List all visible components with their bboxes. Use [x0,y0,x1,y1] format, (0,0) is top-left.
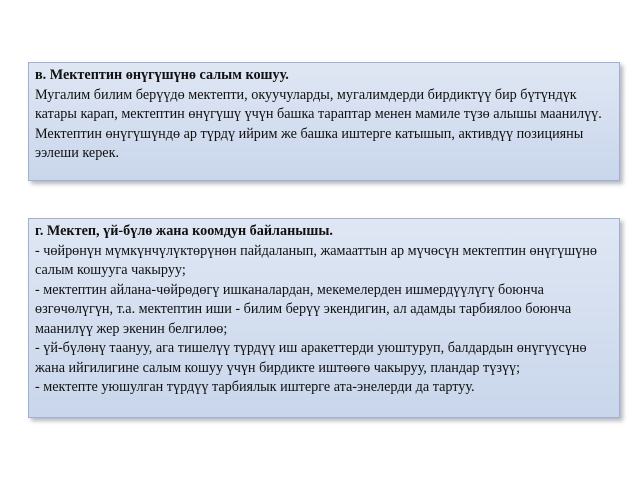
section-v-box [28,62,620,181]
section-g-title: г. Мектеп, үй-бүлө жана коомдун байланышы. [35,223,333,239]
section-v-title: в. Мектептин өнүгүшүнө салым кошуу. [35,67,289,83]
section-g-item-2: - мектептин айлана-чөйрөдөгү ишканалардан, мекемелерден ишмердүүлүгү боюнча өзгөчөлүгүн, т.а. мектептин иши - билим берүү экендигин, ал адамды тарбиялоо боюнча маанилүү жер экенин белгилөө; [35,281,572,337]
section-g-box [28,218,620,418]
section-v-paragraph-2: Мектептин өнүгүшүндө ар түрдү ийрим же башка иштерге катышып, активдүү позицияны ээлеши керек. [35,125,584,161]
section-g-item-4: - мектепте уюшулган түрдүү тарбиялык иштерге ата-энелерди да тартуу. [35,379,475,395]
section-v-paragraph-1: Мугалим билим берүүдө мектепти, окуучуларды, мугалимдерди бирдиктүү бир бүтүндүк катары карап, мектептин өнүгүшү үчүн башка тараптар менен мамиле түзө алышы маанилүү. [35,86,602,122]
section-g-item-3: - үй-бүлөнү таануу, ага тишелүү түрдүү иш аракеттерди уюштуруп, балдардын өнүгүүсүнө жана ийгилигине салым кошуу үчүн бирдикте иштөөгө чакыруу, пландар түзүү; [35,340,587,376]
section-g-item-1: - чөйрөнүн мүмкүнчүлүктөрүнөн пайдаланып, жамааттын ар мүчөсүн мектептин өнүгүшүнө салым кошууга чакыруу; [35,242,597,278]
